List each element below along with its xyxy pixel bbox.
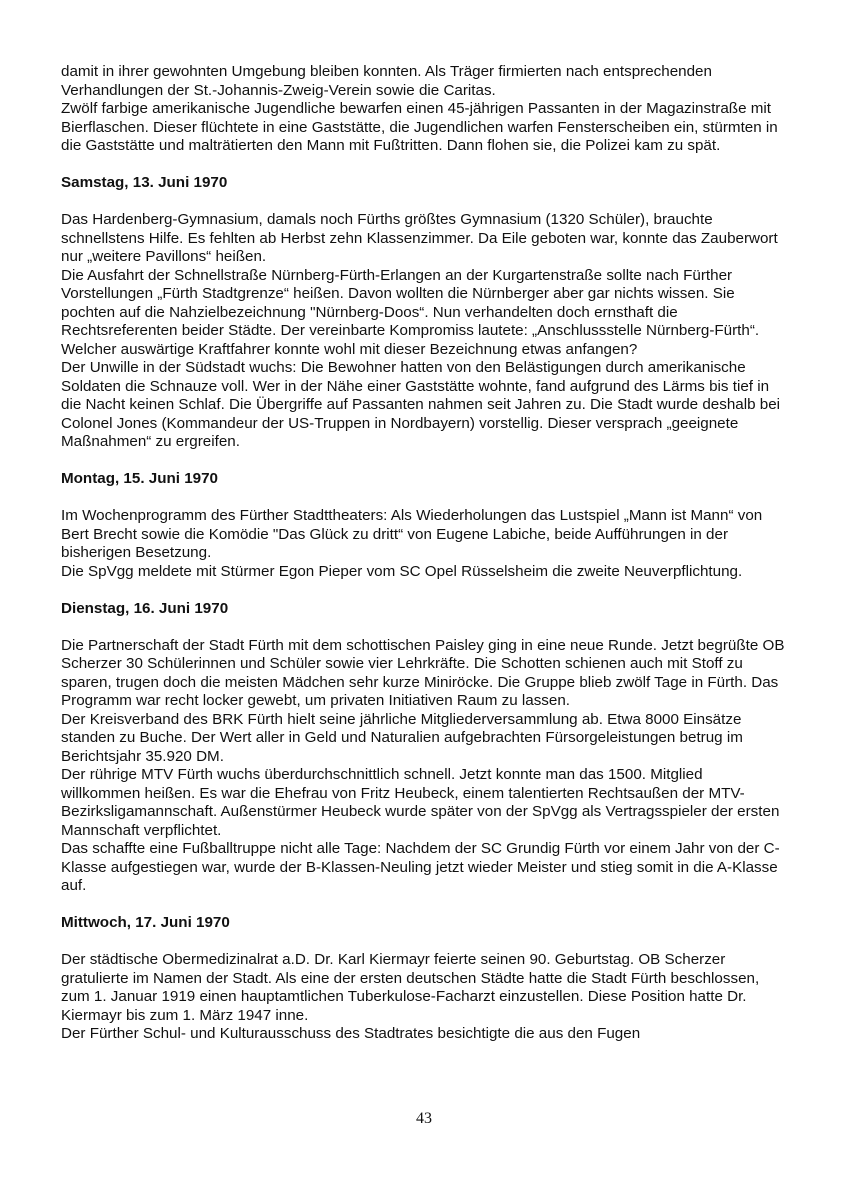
paragraph: Der Fürther Schul- und Kulturausschuss des Stadtrates besichtigte die aus den Fugen: [61, 1025, 641, 1042]
date-heading: Montag, 15. Juni 1970: [61, 470, 218, 487]
paragraph: Das schaffte eine Fußballtruppe nicht alle Tage: Nachdem der SC Grundig Fürth vor einem Jahr von der C-Klasse aufgestiegen war, wurde der B-Klassen-Neuling jetzt wieder Meister und stieg somit in die A-Klasse auf.: [61, 840, 780, 894]
paragraph: Zwölf farbige amerikanische Jugendliche bewarfen einen 45-jährigen Passanten in der Magazinstraße mit Bierflaschen. Dieser flüchtete in eine Gaststätte, die Jugendlichen warfen Fensterscheiben ein, stürmten in die Gaststätte und malträtierten den Mann mit Fußtritten. Dann flohen sie, die Polizei kam zu spät.: [61, 100, 778, 154]
paragraph: Die Ausfahrt der Schnellstraße Nürnberg-Fürth-Erlangen an der Kurgartenstraße sollte nach Fürther Vorstellungen „Fürth Stadtgrenze“ heißen. Davon wollten die Nürnberger aber gar nichts wissen. Sie pochten auf die Nahzielbezeichnung "Nürnberg-Doos“. Nun verhandelten doch ernsthaft die Rechtsreferenten beider Städte. Der vereinbarte Kompromiss lautete: „Anschlussstelle Nürnberg-Fürth“. Welcher auswärtige Kraftfahrer konnte wohl mit dieser Bezeichnung etwas anfangen?: [61, 266, 760, 358]
date-heading: Samstag, 13. Juni 1970: [61, 174, 228, 191]
page-number: 43: [416, 1110, 432, 1127]
paragraph: Die SpVgg meldete mit Stürmer Egon Pieper vom SC Opel Rüsselsheim die zweite Neuverpflichtung.: [61, 562, 743, 580]
paragraph: damit in ihrer gewohnten Umgebung bleiben konnten. Als Träger firmierten nach entsprechenden Verhandlungen der St.-Johannis-Zweig-Verein sowie die Caritas.: [61, 63, 712, 99]
date-heading: Mittwoch, 17. Juni 1970: [61, 914, 230, 931]
paragraph: Die Partnerschaft der Stadt Fürth mit dem schottischen Paisley ging in eine neue Runde. Jetzt begrüßte OB Scherzer 30 Schülerinnen und Schüler sowie vier Lehrkräfte. Die Schotten schienen auch mit Stoff zu sparen, trugen doch die meisten Mädchen sehr kurze Miniröcke. Die Gruppe blieb zwölf Tage in Fürth. Das Programm war recht locker gewebt, um privaten Initiativen Raum zu lassen.: [61, 636, 785, 709]
paragraph: Der städtische Obermedizinalrat a.D. Dr. Karl Kiermayr feierte seinen 90. Geburtstag. OB Scherzer gratulierte im Namen der Stadt. Als eine der ersten deutschen Städte hatte die Stadt Fürth beschlossen, zum 1. Januar 1919 einen hauptamtlichen Tuberkulose-Facharzt einzustellen. Diese Position hatte Dr. Kiermayr bis zum 1. März 1947 inne.: [61, 951, 760, 1024]
paragraph: Im Wochenprogramm des Fürther Stadttheaters: Als Wiederholungen das Lustspiel „Mann ist Mann“ von Bert Brecht sowie die Komödie "Das Glück zu dritt“ von Eugene Labiche, beide Aufführungen in der bisherigen Besetzung.: [61, 507, 763, 561]
paragraph: Das Hardenberg-Gymnasium, damals noch Fürths größtes Gymnasium (1320 Schüler), brauchte schnellstens Hilfe. Es fehlten ab Herbst zehn Klassenzimmer. Da Eile geboten war, konnte das Zauberwort nur „weitere Pavillons“ heißen.: [61, 211, 778, 265]
page-body: [61, 63, 785, 1044]
paragraph: Der Kreisverband des BRK Fürth hielt seine jährliche Mitgliederversammlung ab. Etwa 8000 Einsätze standen zu Buche. Der Wert aller in Geld und Naturalien aufgebrachten Fürsorgeleistungen betrug im Berichtsjahr 35.920 DM.: [61, 710, 743, 765]
paragraph: Der Unwille in der Südstadt wuchs: Die Bewohner hatten von den Belästigungen durch amerikanische Soldaten die Schnauze voll. Wer in der Nähe einer Gaststätte wohnte, fand aufgrund des Lärms bis tief in die Nacht keinen Schlaf. Die Übergriffe auf Passanten nahmen seit Jahren zu. Die Stadt wurde deshalb bei Colonel Jones (Kommandeur der US-Truppen in Nordbayern) vorstellig. Dieser versprach „geeignete Maßnahmen“ zu ergreifen.: [61, 359, 781, 450]
paragraph: Der rührige MTV Fürth wuchs überdurchschnittlich schnell. Jetzt konnte man das 1500. Mitglied willkommen heißen. Es war die Ehefrau von Fritz Heubeck, einem talentierten Rechtsaußen der MTV-Bezirksligamannschaft. Außenstürmer Heubeck wurde später von der SpVgg als Vertragsspieler der ersten Mannschaft verpflichtet.: [61, 766, 780, 839]
date-heading: Dienstag, 16. Juni 1970: [61, 599, 229, 617]
